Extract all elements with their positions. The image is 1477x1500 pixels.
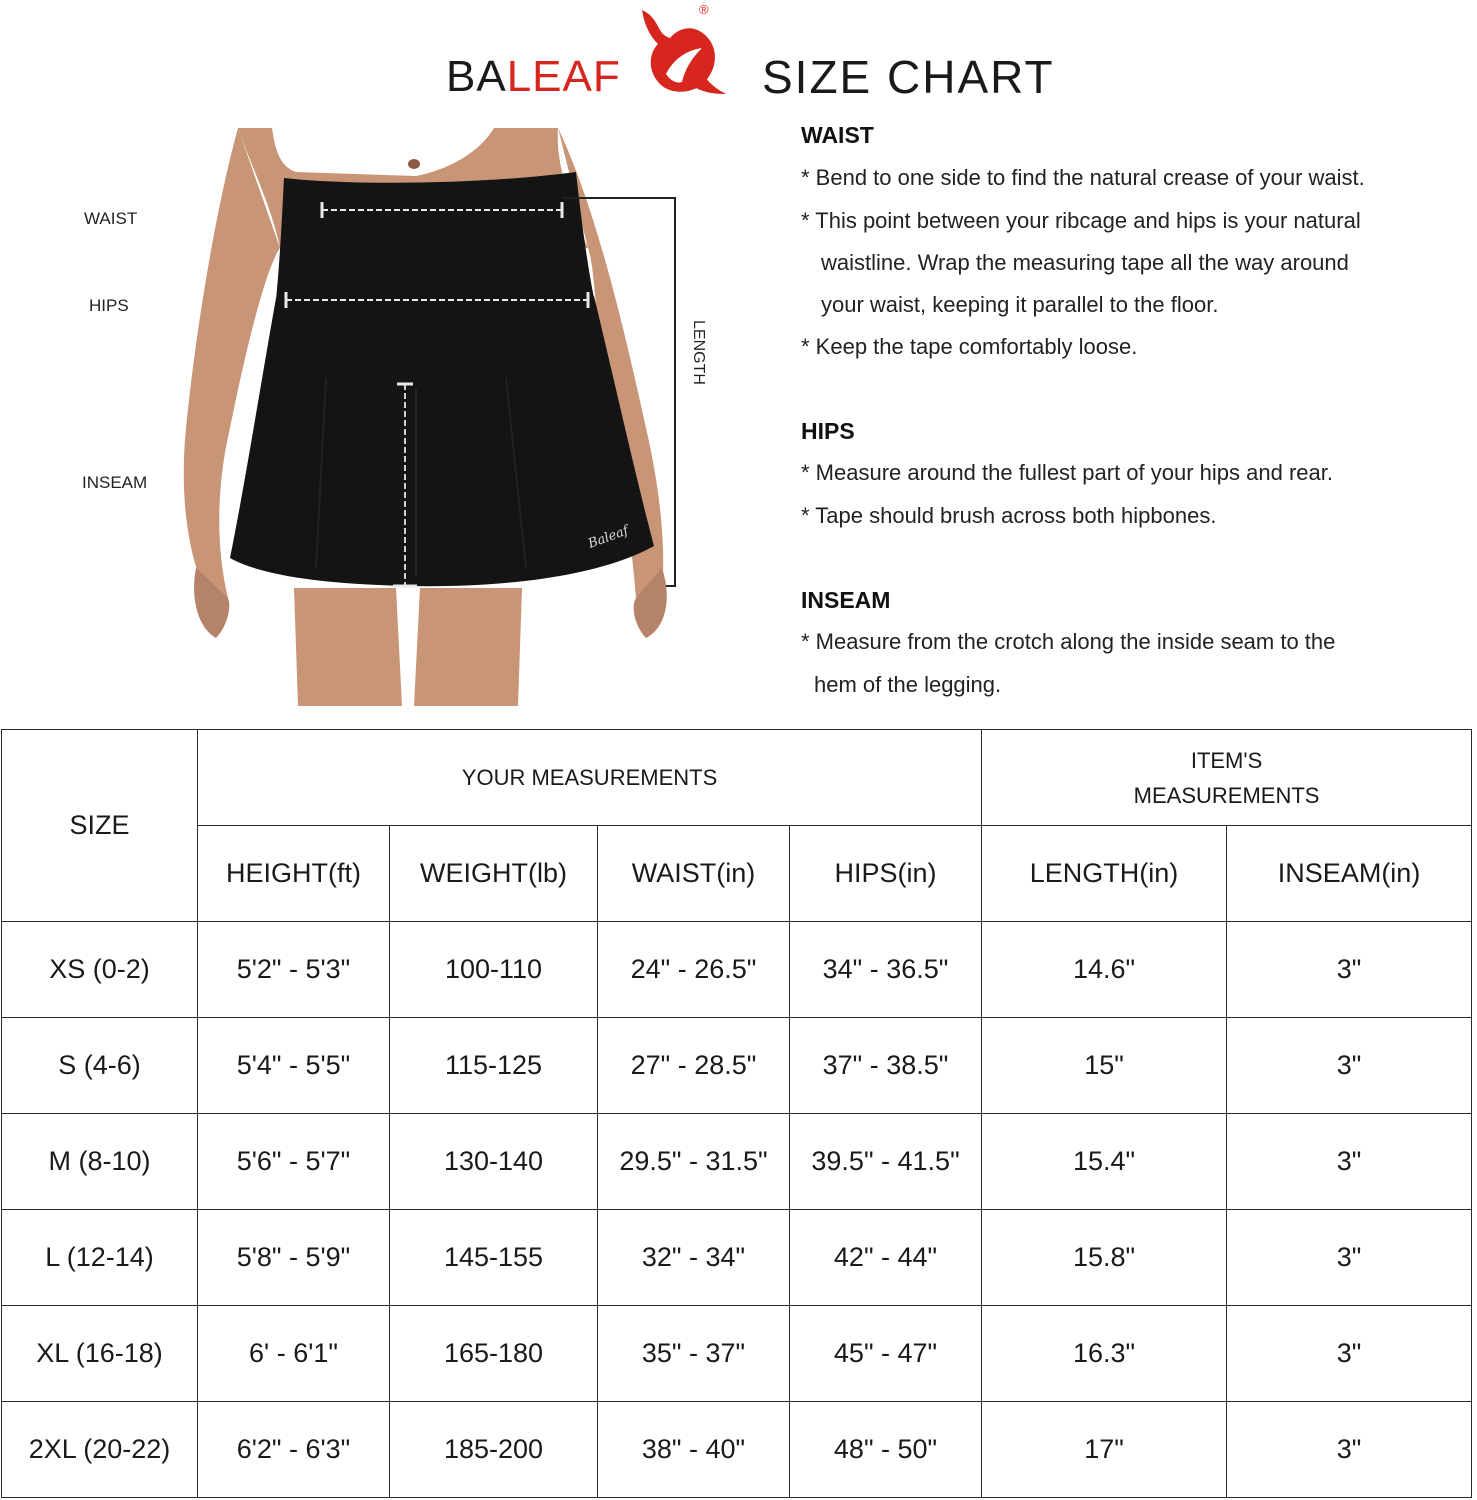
column-header: WAIST(in) (598, 826, 790, 922)
table-cell: 38" - 40" (598, 1402, 790, 1498)
length-label: LENGTH (690, 320, 707, 385)
table-cell: 5'4" - 5'5" (198, 1018, 390, 1114)
table-column-header-row (2, 826, 1472, 922)
table-cell: 6'2" - 6'3" (198, 1402, 390, 1498)
inseam-side-label: INSEAM (82, 473, 148, 492)
table-cell: 115-125 (390, 1018, 598, 1114)
table-row (2, 1210, 1472, 1306)
hips-heading: HIPS (801, 418, 855, 444)
table-cell: 2XL (20-22) (2, 1402, 198, 1498)
table-row (2, 1114, 1472, 1210)
table-cell: 42" - 44" (790, 1210, 982, 1306)
table-cell: 16.3" (982, 1306, 1227, 1402)
table-cell: 14.6" (982, 922, 1227, 1018)
table-cell: 3" (1227, 1114, 1472, 1210)
brand-wordmark (446, 52, 621, 102)
table-row (2, 922, 1472, 1018)
size-column-header: SIZE (2, 730, 198, 922)
hips-instruction-line: * Measure around the fullest part of your hips and rear. (801, 460, 1333, 485)
waist-heading: WAIST (801, 122, 874, 148)
table-cell: 3" (1227, 1018, 1472, 1114)
waist-instruction-line: waistline. Wrap the measuring tape all the way around (821, 250, 1349, 275)
table-group-header-row (2, 730, 1472, 826)
skirt-model-photo (176, 128, 707, 706)
table-cell: 130-140 (390, 1114, 598, 1210)
skirt-logo-text: Baleaf (586, 523, 631, 552)
inseam-instruction-line: hem of the legging. (814, 672, 1002, 697)
column-header: INSEAM(in) (1227, 826, 1472, 922)
table-cell: 27" - 28.5" (598, 1018, 790, 1114)
waist-instruction-line: * Keep the tape comfortably loose. (801, 334, 1138, 359)
table-row (2, 1306, 1472, 1402)
table-cell: 32" - 34" (598, 1210, 790, 1306)
table-cell: 3" (1227, 922, 1472, 1018)
table-cell: 15.4" (982, 1114, 1227, 1210)
table-cell: L (12-14) (2, 1210, 198, 1306)
page-title: SIZE CHART (762, 51, 1055, 103)
items-measurements-line: ITEM'S (1190, 747, 1263, 773)
size-table (1, 729, 1472, 1498)
table-cell: 24" - 26.5" (598, 922, 790, 1018)
table-row (2, 1018, 1472, 1114)
column-header: WEIGHT(lb) (390, 826, 598, 922)
brand-text-red: LEAF (506, 52, 621, 101)
hips-instruction-line: * Tape should brush across both hipbones. (801, 503, 1217, 528)
table-cell: 5'8" - 5'9" (198, 1210, 390, 1306)
table-cell: 165-180 (390, 1306, 598, 1402)
table-cell: 185-200 (390, 1402, 598, 1498)
table-cell: 17" (982, 1402, 1227, 1498)
table-cell: 15" (982, 1018, 1227, 1114)
table-cell: S (4-6) (2, 1018, 198, 1114)
measurement-instructions (801, 0, 1461, 720)
table-cell: 6' - 6'1" (198, 1306, 390, 1402)
items-measurements-line: MEASUREMENTS (1133, 782, 1320, 808)
table-cell: 5'6" - 5'7" (198, 1114, 390, 1210)
inseam-heading: INSEAM (801, 587, 891, 613)
table-cell: 29.5" - 31.5" (598, 1114, 790, 1210)
table-cell: 34" - 36.5" (790, 922, 982, 1018)
table-cell: 45" - 47" (790, 1306, 982, 1402)
table-cell: 15.8" (982, 1210, 1227, 1306)
table-cell: M (8-10) (2, 1114, 198, 1210)
waist-instruction-line: your waist, keeping it parallel to the floor. (821, 292, 1219, 317)
inseam-instruction-line: * Measure from the crotch along the inside seam to the (801, 629, 1336, 654)
table-cell: 39.5" - 41.5" (790, 1114, 982, 1210)
table-cell: 5'2" - 5'3" (198, 922, 390, 1018)
hips-side-label: HIPS (89, 296, 129, 315)
table-cell: XL (16-18) (2, 1306, 198, 1402)
brand-text-black: BA (446, 52, 507, 101)
waist-side-label: WAIST (84, 209, 138, 228)
column-header: HEIGHT(ft) (198, 826, 390, 922)
waist-instruction-line: * This point between your ribcage and hips is your natural (801, 208, 1361, 233)
table-cell: 48" - 50" (790, 1402, 982, 1498)
waist-instruction-line: * Bend to one side to find the natural crease of your waist. (801, 165, 1365, 190)
table-cell: 145-155 (390, 1210, 598, 1306)
table-cell: 3" (1227, 1306, 1472, 1402)
column-header: LENGTH(in) (982, 826, 1227, 922)
table-cell: 3" (1227, 1210, 1472, 1306)
column-header: HIPS(in) (790, 826, 982, 922)
items-measurements-header (982, 730, 1472, 826)
table-cell: XS (0-2) (2, 922, 198, 1018)
table-cell: 37" - 38.5" (790, 1018, 982, 1114)
registered-mark: ® (699, 2, 709, 17)
table-cell: 100-110 (390, 922, 598, 1018)
table-row (2, 1402, 1472, 1498)
table-cell: 35" - 37" (598, 1306, 790, 1402)
your-measurements-header: YOUR MEASUREMENTS (198, 730, 982, 826)
table-cell: 3" (1227, 1402, 1472, 1498)
leaf-flame-logo-icon (630, 4, 730, 96)
